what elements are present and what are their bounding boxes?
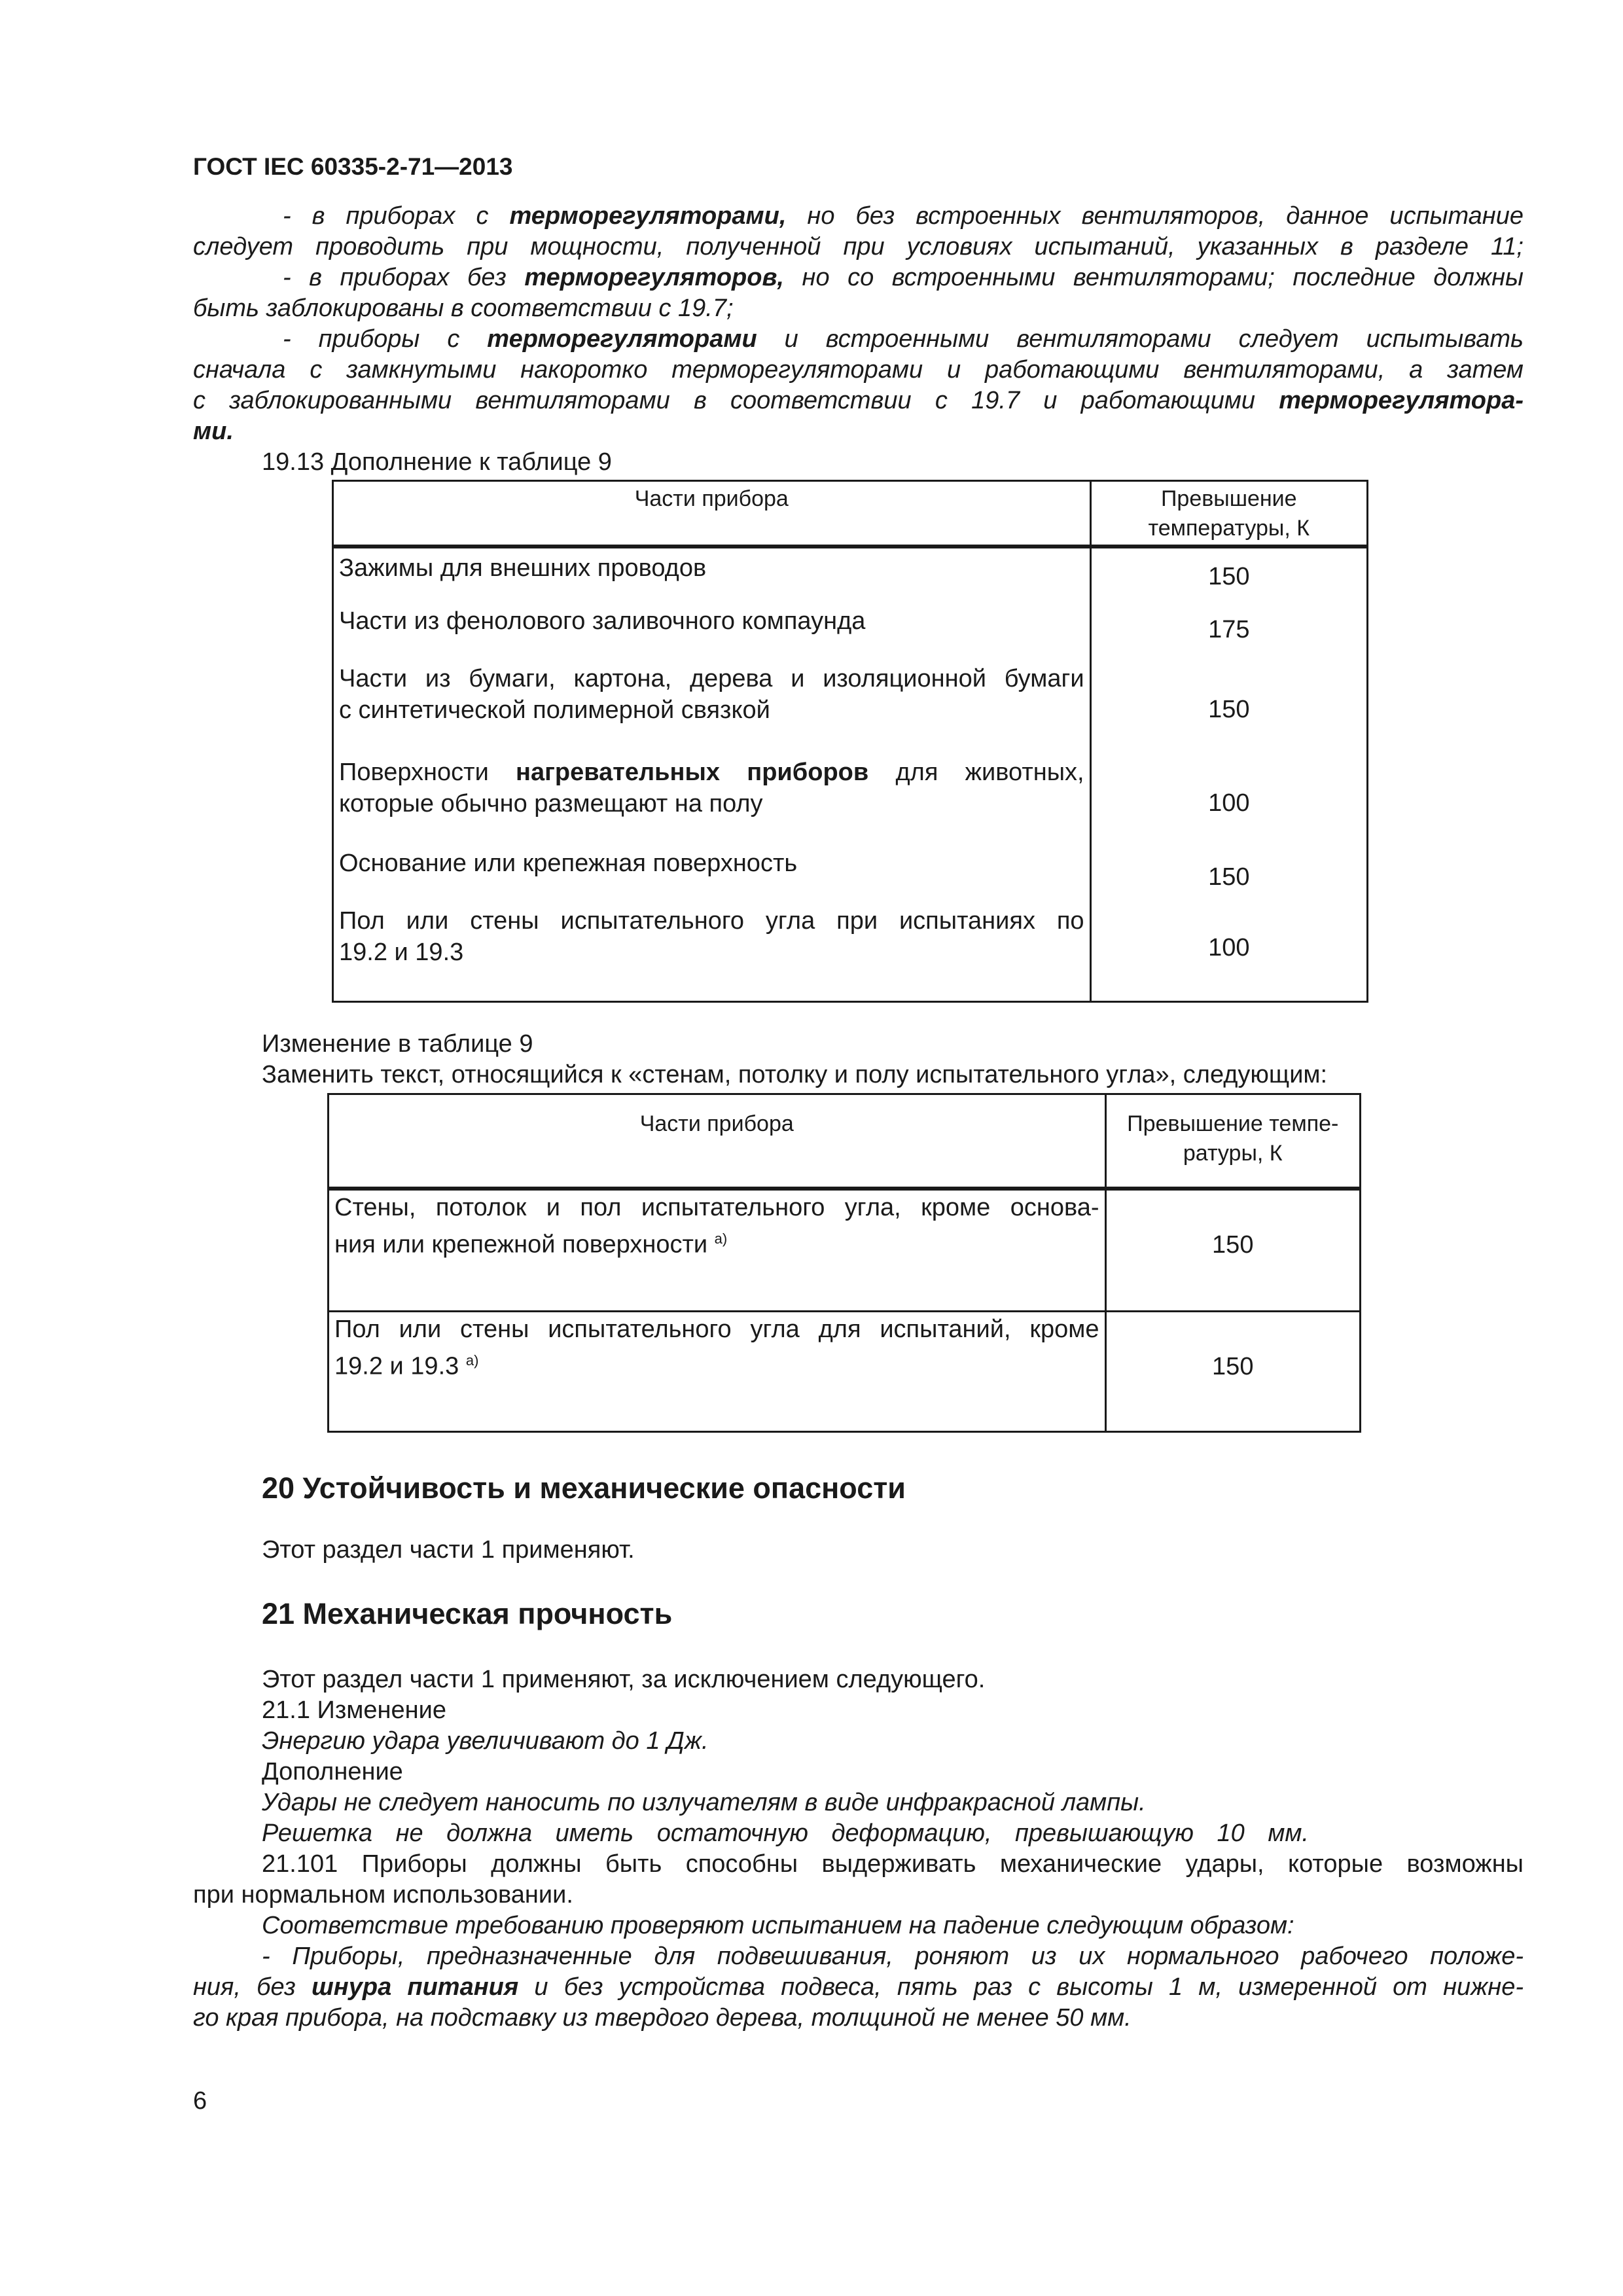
table1-header-parts: Части прибора bbox=[333, 481, 1091, 547]
section-21-text-10: - Приборы, предназначенные для подвешивания, роняют из их нормального рабочего положе- bbox=[262, 1943, 1524, 1970]
table-row: Основание или крепежная поверхность 150 bbox=[333, 840, 1368, 905]
table2-caption-2: Заменить текст, относящийся к «стенам, потолку и полу испытательного угла», следующим: bbox=[262, 1061, 1328, 1088]
section-21-text-5: Удары не следует наносить по излучателям в виде инфракрасной лампы. bbox=[262, 1789, 1146, 1816]
section-20-title: 20 Устойчивость и механические опасности bbox=[262, 1471, 906, 1505]
table1-caption: 19.13 Дополнение к таблице 9 bbox=[262, 448, 612, 476]
section-21-text-3: Энергию удара увеличивают до 1 Дж. bbox=[262, 1727, 709, 1755]
page-number: 6 bbox=[193, 2087, 207, 2115]
table2-caption-1: Изменение в таблице 9 bbox=[262, 1030, 533, 1058]
section-21-text-12: го края прибора, на подставку из твердого дерева, толщиной не менее 50 мм. bbox=[193, 2004, 1132, 2032]
section-21-text-9: Соответствие требованию проверяют испытанием на падение следующим образом: bbox=[262, 1912, 1294, 1939]
section-21-title: 21 Механическая прочность bbox=[262, 1597, 673, 1630]
table-row: Пол или стены испытательного угла для испытаний, кроме 19.2 и 19.3 $^{а)}$ 150 bbox=[329, 1312, 1361, 1432]
intro-line-6: сначала с замкнутыми накоротко терморегуляторами и работающими вентиляторами, а затем bbox=[193, 356, 1524, 384]
intro-line-8: ми. bbox=[193, 418, 234, 445]
table-row: Зажимы для внешних проводов 150 bbox=[333, 547, 1368, 599]
table-row: Части из бумаги, картона, дерева и изоляционной бумаги с синтетической полимерной связкой 150 bbox=[333, 656, 1368, 751]
temperature-rise-table-1 bbox=[332, 480, 1368, 1003]
table-row: Пол или стены испытательного угла при испытаниях по 19.2 и 19.3 100 bbox=[333, 905, 1368, 1002]
table1-header-row bbox=[333, 481, 1368, 547]
table-row: Части из фенолового заливочного компаунда 175 bbox=[333, 599, 1368, 656]
section-21-text-7: 21.101 Приборы должны быть способны выдерживать механические удары, которые возможны bbox=[262, 1850, 1524, 1878]
table2-header-row bbox=[329, 1094, 1361, 1189]
intro-line-4: быть заблокированы в соответствии с 19.7; bbox=[193, 295, 734, 322]
document-header: ГОСТ IEC 60335-2-71—2013 bbox=[193, 153, 513, 180]
section-21-text-4: Дополнение bbox=[262, 1758, 403, 1785]
section-21-text-6: Решетка не должна иметь остаточную деформацию, превышающую 10 мм. bbox=[262, 1820, 1309, 1847]
table2-header-parts: Части прибора bbox=[329, 1094, 1106, 1189]
intro-line-3: - в приборах без терморегуляторов, но со встроенными вентиляторами; последние должны bbox=[283, 264, 1524, 291]
table1-header-temp: Превышение температуры, К bbox=[1090, 481, 1367, 547]
table-row: Поверхности нагревательных приборов для животных, которые обычно размещают на полу 100 bbox=[333, 751, 1368, 840]
intro-line-2: следует проводить при мощности, полученной при условиях испытаний, указанных в разделе 11; bbox=[193, 233, 1524, 260]
temperature-rise-table-2 bbox=[327, 1093, 1361, 1433]
section-21-text-2: 21.1 Изменение bbox=[262, 1696, 446, 1724]
table-row: Стены, потолок и пол испытательного угла, кроме основа- ния или крепежной поверхности $^{а)}$ 150 bbox=[329, 1189, 1361, 1312]
intro-line-1: - в приборах с терморегуляторами, но без встроенных вентиляторов, данное испытание bbox=[283, 202, 1524, 230]
intro-line-7: с заблокированными вентиляторами в соответствии с 19.7 и работающими терморегулятора- bbox=[193, 387, 1524, 414]
section-21-text-1: Этот раздел части 1 применяют, за исключением следующего. bbox=[262, 1666, 986, 1693]
section-20-text: Этот раздел части 1 применяют. bbox=[262, 1536, 635, 1564]
intro-line-5: - приборы с терморегуляторами и встроенными вентиляторами следует испытывать bbox=[283, 325, 1524, 353]
section-21-text-8: при нормальном использовании. bbox=[193, 1881, 573, 1909]
section-21-text-11: ния, без шнура питания и без устройства подвеса, пять раз с высоты 1 м, измеренной от нижне- bbox=[193, 1973, 1524, 2001]
table2-header-temp: Превышение темпе- ратуры, К bbox=[1105, 1094, 1361, 1189]
